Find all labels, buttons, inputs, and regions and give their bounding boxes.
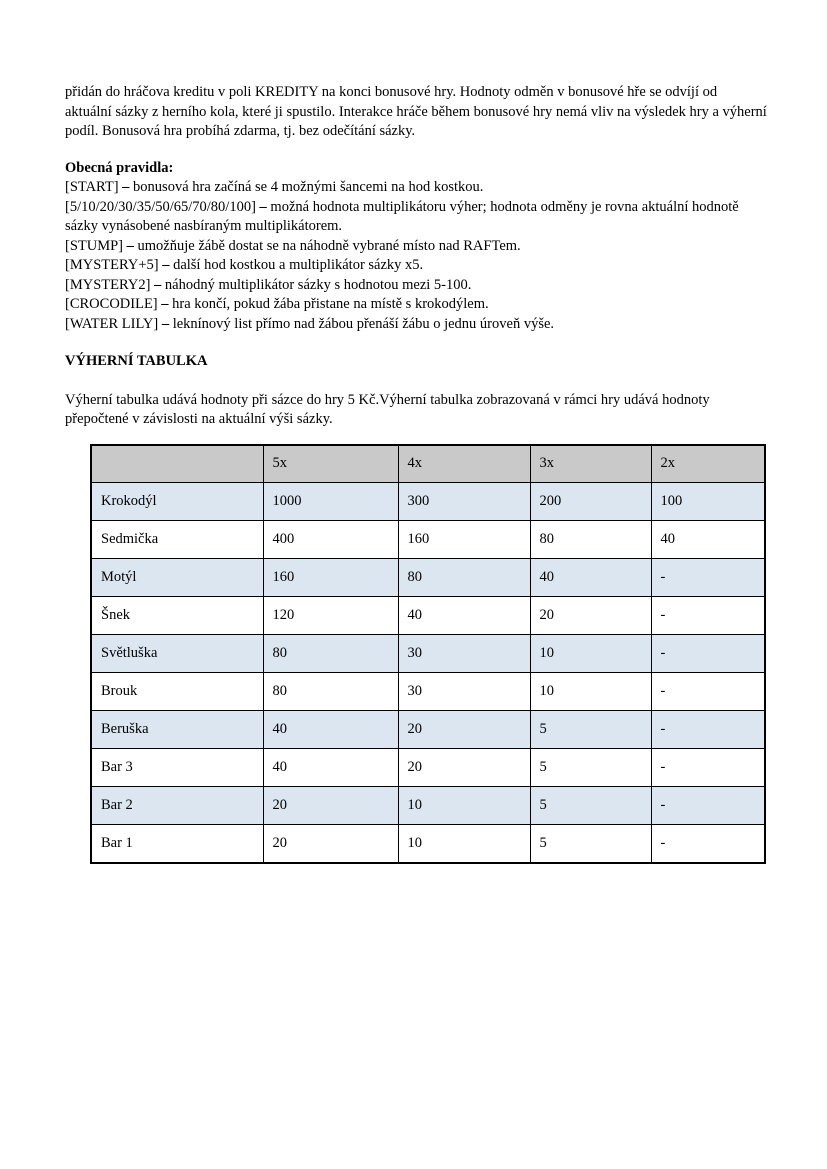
rule-term: [MYSTERY2]: [65, 276, 155, 293]
payout-header-cell: [91, 445, 263, 483]
rule-text: leknínový list přímo nad žábou přenáší žábu o jednu úroveň výše.: [169, 315, 555, 332]
rule-separator: –: [162, 257, 170, 273]
rules-list: [65, 178, 767, 334]
payout-row: [91, 673, 765, 711]
rule-text: další hod kostkou a multiplikátor sázky x5.: [169, 257, 424, 273]
rule-text: možná hodnota multiplikátoru výher; hodnota odměny je rovna aktuální hodnotě sázky vynásobené nasbíraným multiplikátorem.: [65, 198, 739, 234]
rule-term: [STUMP]: [65, 237, 127, 254]
payout-value-cell: -: [651, 635, 765, 673]
payout-section-heading: VÝHERNÍ TABULKA: [65, 353, 208, 369]
payout-value-cell: -: [651, 825, 765, 863]
payout-value-cell: -: [651, 711, 765, 749]
rule-text: bonusová hra začíná se 4 možnými šancemi na hod kostkou.: [129, 179, 484, 195]
payout-value-cell: 80: [398, 559, 530, 597]
payout-value-cell: 20: [263, 825, 398, 863]
payout-row-label: Bar 3: [91, 749, 263, 787]
rule-text: umožňuje žábě dostat se na náhodně vybrané místo nad RAFTem.: [133, 237, 521, 254]
payout-value-cell: 20: [263, 787, 398, 825]
rule-line: [65, 178, 767, 198]
payout-value-cell: 10: [398, 825, 530, 863]
payout-value-cell: 120: [263, 597, 398, 635]
intro-paragraph: přidán do hráčova kreditu v poli KREDITY na konci bonusové hry. Hodnoty odměn v bonusové hře se odvíjí od aktuální sázky z herního kola, které ji spustilo. Interakce hráče během bonusové hry nemá vliv na výsledek hry a výherní podíl. Bonusová hra probíhá zdarma, tj. bez odečítání sázky.: [65, 84, 767, 139]
rule-line: [65, 295, 767, 315]
payout-row: [91, 635, 765, 673]
rule-line: [65, 276, 767, 296]
payout-value-cell: 10: [398, 787, 530, 825]
payout-header-cell: 2x: [651, 445, 765, 483]
payout-row: [91, 597, 765, 635]
payout-value-cell: -: [651, 787, 765, 825]
payout-value-cell: 100: [651, 483, 765, 521]
payout-value-cell: 200: [530, 483, 651, 521]
payout-value-cell: 80: [530, 521, 651, 559]
rule-term: [CROCODILE]: [65, 296, 162, 312]
payout-value-cell: 20: [398, 711, 530, 749]
rule-term: [5/10/20/30/35/50/65/70/80/100]: [65, 198, 260, 215]
rule-text: náhodný multiplikátor sázky s hodnotou mezi 5-100.: [161, 276, 472, 293]
payout-value-cell: 5: [530, 787, 651, 825]
payout-table-body: [91, 483, 765, 863]
payout-header-cell: 4x: [398, 445, 530, 483]
payout-row: [91, 559, 765, 597]
payout-header-cell: 5x: [263, 445, 398, 483]
rule-separator: –: [126, 237, 134, 254]
payout-value-cell: 80: [263, 635, 398, 673]
payout-value-cell: 80: [263, 673, 398, 711]
payout-value-cell: 40: [651, 521, 765, 559]
rule-text: hra končí, pokud žába přistane na místě s krokodýlem.: [168, 296, 489, 312]
payout-value-cell: 40: [530, 559, 651, 597]
payout-row-label: Krokodýl: [91, 483, 263, 521]
payout-row: [91, 787, 765, 825]
payout-row: [91, 521, 765, 559]
payout-row: [91, 711, 765, 749]
payout-value-cell: 40: [263, 711, 398, 749]
payout-value-cell: 160: [263, 559, 398, 597]
payout-value-cell: -: [651, 673, 765, 711]
rules-heading: Obecná pravidla:: [65, 159, 174, 176]
payout-value-cell: 5: [530, 825, 651, 863]
payout-value-cell: 30: [398, 635, 530, 673]
payout-row-label: Šnek: [91, 597, 263, 635]
payout-value-cell: 160: [398, 521, 530, 559]
rule-term: [START]: [65, 179, 123, 195]
rule-separator: –: [161, 315, 170, 332]
payout-value-cell: -: [651, 597, 765, 635]
payout-header-row: [91, 445, 765, 483]
payout-value-cell: 400: [263, 521, 398, 559]
payout-intro-paragraph: Výherní tabulka udává hodnoty při sázce do hry 5 Kč.Výherní tabulka zobrazovaná v rámci hry udává hodnoty přepočtené v závislosti na aktuální výši sázky.: [65, 391, 710, 427]
payout-row: [91, 483, 765, 521]
rule-line: [65, 256, 767, 276]
rule-separator: –: [161, 296, 169, 312]
payout-row-label: Bar 1: [91, 825, 263, 863]
payout-value-cell: -: [651, 559, 765, 597]
rule-separator: –: [259, 198, 267, 215]
payout-value-cell: 10: [530, 635, 651, 673]
payout-row-label: Bar 2: [91, 787, 263, 825]
payout-row: [91, 749, 765, 787]
rule-term: [MYSTERY+5]: [65, 257, 163, 273]
payout-value-cell: 5: [530, 749, 651, 787]
payout-row-label: Beruška: [91, 711, 263, 749]
payout-value-cell: 5: [530, 711, 651, 749]
payout-value-cell: 300: [398, 483, 530, 521]
payout-value-cell: 20: [398, 749, 530, 787]
payout-value-cell: 40: [263, 749, 398, 787]
rule-separator: –: [122, 179, 130, 195]
payout-row: [91, 825, 765, 863]
payout-value-cell: 40: [398, 597, 530, 635]
rule-line: [65, 237, 767, 257]
rule-line: [65, 315, 767, 335]
payout-row-label: Sedmička: [91, 521, 263, 559]
rule-line: [65, 198, 767, 237]
payout-value-cell: 10: [530, 673, 651, 711]
payout-table-header: [91, 445, 765, 483]
rule-separator: –: [154, 276, 162, 293]
payout-value-cell: 30: [398, 673, 530, 711]
payout-row-label: Motýl: [91, 559, 263, 597]
rule-term: [WATER LILY]: [65, 315, 162, 332]
payout-row-label: Světluška: [91, 635, 263, 673]
payout-value-cell: 20: [530, 597, 651, 635]
payout-row-label: Brouk: [91, 673, 263, 711]
payout-value-cell: -: [651, 749, 765, 787]
payout-table: [90, 444, 766, 864]
payout-header-cell: 3x: [530, 445, 651, 483]
payout-value-cell: 1000: [263, 483, 398, 521]
